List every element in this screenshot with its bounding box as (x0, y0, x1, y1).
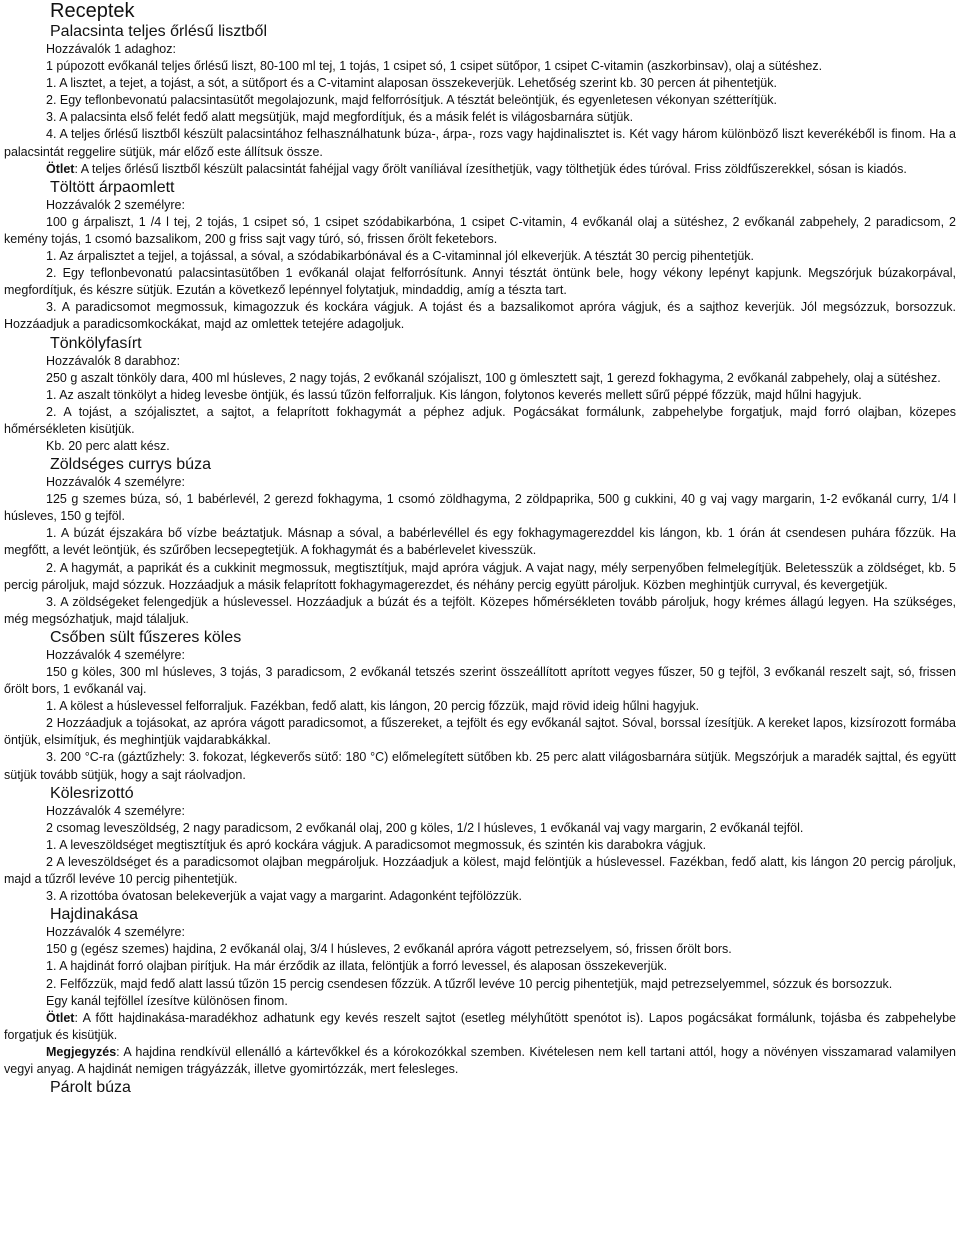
paragraph-text: 4. A teljes őrlésű lisztből készült palacsintához felhasználhatunk búza-, árpa-, rozs vagy hajdinalisztet is. Két vagy három különböző liszt keverékéből is finom. Ha a palacsintát reggelire sütjük, már előző este állítsuk össze. (4, 127, 956, 159)
recipe-paragraph (4, 888, 956, 905)
paragraph-text: : A hajdina rendkívül ellenálló a kártevőkkel és a kórokozókkal szemben. Kivételesen nem kell tartani attól, hogy a növényen visszamarad valamilyen vegyi anyag. A hajdinát nemigen trágyázzák, illetve gyomirtózzák, mert felesleges. (4, 1044, 956, 1076)
recipe-paragraph (4, 803, 956, 820)
paragraph-text: 1. Az árpalisztet a tejjel, a tojással, a sóval, a szódabikarbónával és a C-vitaminnal jól elkeverjük. A tésztát 30 percig pihentetjük. (46, 249, 755, 264)
recipe-paragraph (4, 993, 956, 1010)
paragraph-text: Hozzávalók 4 személyre: (46, 925, 185, 940)
recipe-paragraph (4, 58, 956, 75)
paragraph-text: : A teljes őrlésű lisztből készült palacsintát fahéjjal vagy őrölt vaníliával ízesíthetjük, vagy tölthetjük édes túróval. Friss zöldfűszerekkel, sósan is kiadós. (74, 161, 907, 176)
paragraph-text: Hozzávalók 4 személyre: (46, 803, 185, 818)
recipe-paragraph (4, 126, 956, 160)
paragraph-text: Hozzávalók 8 darabhoz: (46, 353, 181, 368)
recipe-paragraph (4, 438, 956, 455)
recipe-section (4, 1078, 956, 1097)
paragraph-text: 250 g aszalt tönköly dara, 400 ml húsleves, 2 nagy tojás, 2 evőkanál szójaliszt, 100 g ömlesztett sajt, 1 gerezd fokhagyma, 2 evőkanál zabpehely, olaj a sütéshez. (46, 370, 941, 385)
recipe-title: Tönkölyfasírt (50, 334, 142, 352)
paragraph-label: Ötlet (46, 161, 75, 176)
recipe-paragraph (4, 715, 956, 749)
recipe-paragraph (4, 594, 956, 628)
paragraph-text: Hozzávalók 1 adaghoz: (46, 42, 176, 56)
recipe-paragraph (4, 387, 956, 404)
paragraph-text: 1. A hajdinát forró olajban pirítjuk. Ha már érződik az illata, felöntjük a forró levessel, és alaposan összekeverjük. (46, 959, 668, 974)
recipe-paragraph (4, 75, 956, 92)
recipe-list (4, 22, 956, 1097)
recipe-paragraph (4, 820, 956, 837)
recipe-paragraph (4, 197, 956, 214)
recipe-paragraph (4, 265, 956, 299)
paragraph-text: 1. A búzát éjszakára bő vízbe beáztatjuk. Másnap a sóval, a babérlevéllel és egy fokhagymagerezddel kis lángon, kb. 1 órán át csendesen puhára főzzük. Ha megfőtt, a levét leöntjük, és szűrőben lecsepegtetjük. A fokhagymát és a babérlevelet kivesszük. (4, 526, 956, 558)
paragraph-text: 2. Egy teflonbevonatú palacsintasütőt megolajozunk, majd felforrósítjuk. A tésztát beleöntjük, és egyenletesen vékonyan szétterítjük. (46, 93, 777, 108)
paragraph-text: : A főtt hajdinakása-maradékhoz adhatunk egy kevés reszelt sajtot (esetleg mélyhűtött spenótot is). Lapos pogácsákat formálunk, tojásba és zabpehelybe forgatjuk és kisütjük. (4, 1010, 956, 1042)
paragraph-text: 1. A leveszöldséget megtisztítjuk és apró kockára vágjuk. A paradicsomot megmossuk, és szintén kis darabokra vágjuk. (46, 837, 707, 852)
paragraph-label: Megjegyzés (46, 1044, 117, 1059)
recipe-paragraph (4, 958, 956, 975)
recipe-paragraph (4, 698, 956, 715)
paragraph-text: 3. A palacsinta első felét fedő alatt megsütjük, majd megfordítjuk, és a másik felét is világosbarnára sütjük. (46, 110, 634, 125)
recipe-paragraph (4, 1010, 956, 1044)
page-title: Receptek (50, 0, 135, 22)
recipe-title: Töltött árpaomlett (50, 178, 175, 196)
recipe-section (4, 628, 956, 784)
recipe-paragraph (4, 474, 956, 491)
paragraph-text: 150 g (egész szemes) hajdina, 2 evőkanál olaj, 3/4 l húsleves, 2 evőkanál apróra vágott petrezselyem, só, frissen őrölt bors. (46, 942, 732, 957)
recipe-paragraph (4, 525, 956, 559)
paragraph-label: Ötlet (46, 1010, 75, 1025)
recipe-section (4, 905, 956, 1078)
recipe-section (4, 784, 956, 906)
paragraph-text: 3. A rizottóba óvatosan belekeverjük a vajat vagy a margarint. Adagonként tejfölözzük. (46, 889, 522, 904)
paragraph-text: 1. A kölest a húslevessel felforraljuk. Fazékban, fedő alatt, kis lángon, 20 percig főzzük, majd rövid ideig hűlni hagyjuk. (46, 699, 700, 714)
paragraph-text: 100 g árpaliszt, 1 /4 l tej, 2 tojás, 1 csipet só, 1 csipet szódabikarbóna, 1 csipet C-vitamin, 4 evőkanál olaj a sütéshez, 2 evőkanál zabpehely, 2 paradicsom, 2 kemény tojás, 1 csomó bazsalikom, 200 g friss sajt vagy túró, só, frissen őrölt feketebors. (4, 214, 956, 246)
recipe-paragraph (4, 353, 956, 370)
recipe-paragraph (4, 1044, 956, 1078)
recipe-title: Palacsinta teljes őrlésű lisztből (50, 23, 267, 40)
recipe-paragraph (4, 924, 956, 941)
recipe-section (4, 178, 956, 334)
recipe-title: Zöldséges currys búza (50, 456, 211, 474)
recipe-section (4, 334, 956, 456)
paragraph-text: Hozzávalók 2 személyre: (46, 197, 185, 212)
recipe-title: Hajdinakása (50, 906, 139, 924)
recipe-paragraph (4, 92, 956, 109)
recipe-paragraph (4, 941, 956, 958)
recipe-paragraph (4, 370, 956, 387)
paragraph-text: Hozzávalók 4 személyre: (46, 475, 185, 490)
recipe-section (4, 455, 956, 628)
recipe-title: Párolt búza (50, 1079, 131, 1097)
recipe-title: Kölesrizottó (50, 784, 134, 802)
paragraph-text: 150 g köles, 300 ml húsleves, 3 tojás, 3 paradicsom, 2 evőkanál tetszés szerint összeállított aprított vegyes fűszer, 50 g tejföl, 3 evőkanál reszelt sajt, só, frissen őrölt bors, 1 evőkanál vaj. (4, 665, 956, 697)
paragraph-text: 1 púpozott evőkanál teljes őrlésű liszt, 80-100 ml tej, 1 tojás, 1 csipet só, 1 csipet sütőpor, 1 csipet C-vitamin (aszkorbinsav), olaj a sütéshez. (46, 59, 823, 74)
recipe-paragraph (4, 664, 956, 698)
recipe-paragraph (4, 214, 956, 248)
recipe-paragraph (4, 404, 956, 438)
recipe-title: Csőben sült fűszeres köles (50, 628, 242, 646)
recipe-paragraph (4, 976, 956, 993)
paragraph-text: 3. 200 °C-ra (gáztűzhely: 3. fokozat, légkeverős sütő: 180 °C) előmelegített sütőben kb. 25 perc alatt világosbarnára sütjük. Megszórjuk a maradék sajttal, és együtt sütjük tovább sütjük, hogy a sajt ráolvadjon. (4, 750, 956, 782)
recipe-paragraph (4, 161, 956, 178)
recipe-paragraph (4, 109, 956, 126)
recipe-paragraph (4, 491, 956, 525)
paragraph-text: 1. Az aszalt tönkölyt a hideg levesbe öntjük, és lassú tűzön felforraljuk. Kis lángon, folytonos keverés mellett sűrű péppé főzzük, majd hűlni hagyjuk. (46, 387, 862, 402)
recipe-paragraph (4, 41, 956, 58)
recipe-paragraph (4, 749, 956, 783)
recipe-paragraph (4, 248, 956, 265)
paragraph-text: 2. A hagymát, a paprikát és a cukkinit megmossuk, megtisztítjuk, majd apróra vágjuk. A vajat nagy, mély serpenyőben felmelegítjük. Beletesszük a zöldséget, kb. 5 percig pároljuk, majd sózzuk. Hozzáadjuk a másik felaprított fokhagymagerezdet, és néhány percig együtt pároljuk. Közben meghintjük curryval, és kevergetjük. (4, 560, 956, 592)
recipe-paragraph (4, 560, 956, 594)
paragraph-text: 2. Egy teflonbevonatú palacsintasütőben 1 evőkanál olajat felforrósítunk. Annyi tésztát öntünk bele, hogy vékony lepényt kapjunk. Megszórjuk búzakorpával, megfordítjuk, és készre sütjük. Ezután a következő lepénnyel folytatjuk, mindaddig, amíg a tészta tart. (4, 266, 956, 298)
paragraph-text: 2. Felfőzzük, majd fedő alatt lassú tűzön 15 percig csendesen főzzük. A tűzről levéve 10 percig pihentetjük, majd petrezselyemmel, sózzuk és borsozzuk. (46, 976, 893, 991)
paragraph-text: Hozzávalók 4 személyre: (46, 647, 185, 662)
paragraph-text: 2 A leveszöldséget és a paradicsomot olajban megpároljuk. Hozzáadjuk a kölest, majd felöntjük a húslevessel. Fazékban, fedő alatt, kis lángon 20 percig pároljuk, majd a tűzről levéve 10 percig pihentetjük. (4, 854, 956, 887)
recipe-paragraph (4, 299, 956, 333)
recipe-paragraph (4, 854, 956, 888)
paragraph-text: 3. A zöldségeket felengedjük a húslevessel. Hozzáadjuk a búzát és a tejfölt. Közepes hőmérsékleten tovább pároljuk, hogy krémes állagú legyen. Ha szükséges, még megsózhatjuk, majd tálaljuk. (4, 594, 956, 626)
paragraph-text: 125 g szemes búza, só, 1 babérlevél, 2 gerezd fokhagyma, 1 csomó zöldhagyma, 2 zöldpaprika, 500 g cukkini, 40 g vaj vagy margarin, 1-2 evőkanál curry, 1/4 l húsleves, 150 g tejföl. (4, 492, 956, 524)
recipe-paragraph (4, 647, 956, 664)
paragraph-text: Egy kanál tejföllel ízesítve különösen finom. (46, 993, 288, 1008)
paragraph-text: 2. A tojást, a szójalisztet, a sajtot, a felaprított fokhagymát a péphez adjuk. Pogácsákat formálunk, zabpehelybe forgatjuk, majd forró olajban, közepes hőmérsékleten kisütjük. (4, 404, 956, 436)
recipe-paragraph (4, 837, 956, 854)
paragraph-text: 1. A lisztet, a tejet, a tojást, a sót, a sütőport és a C-vitamint alaposan összekeverjük. Lehetőség szerint kb. 30 percen át pihentetjük. (46, 76, 777, 91)
paragraph-text: Kb. 20 perc alatt kész. (46, 438, 170, 453)
recipe-section (4, 22, 956, 178)
paragraph-text: 3. A paradicsomot megmossuk, kimagozzuk és kockára vágjuk. A tojást és a bazsalikomot apróra vágjuk, és a sajthoz keverjük. Jól megsózzuk, borsozzuk. Hozzáadjuk a paradicsomkockákat, majd az omlettek tetejére adagoljuk. (4, 300, 956, 332)
paragraph-text: 2 Hozzáadjuk a tojásokat, az apróra vágott paradicsomot, a fűszereket, a tejfölt és egy evőkanál sajtot. Sóval, borssal ízesítjük. A kereket lapos, kizsírozott formába öntjük, elsimítjuk, és meghintjük vajdarabkákkal. (4, 716, 956, 748)
paragraph-text: 2 csomag leveszöldség, 2 nagy paradicsom, 2 evőkanál olaj, 200 g köles, 1/2 l húsleves, 1 evőkanál vaj vagy margarin, 2 evőkanál tejföl. (46, 820, 804, 835)
